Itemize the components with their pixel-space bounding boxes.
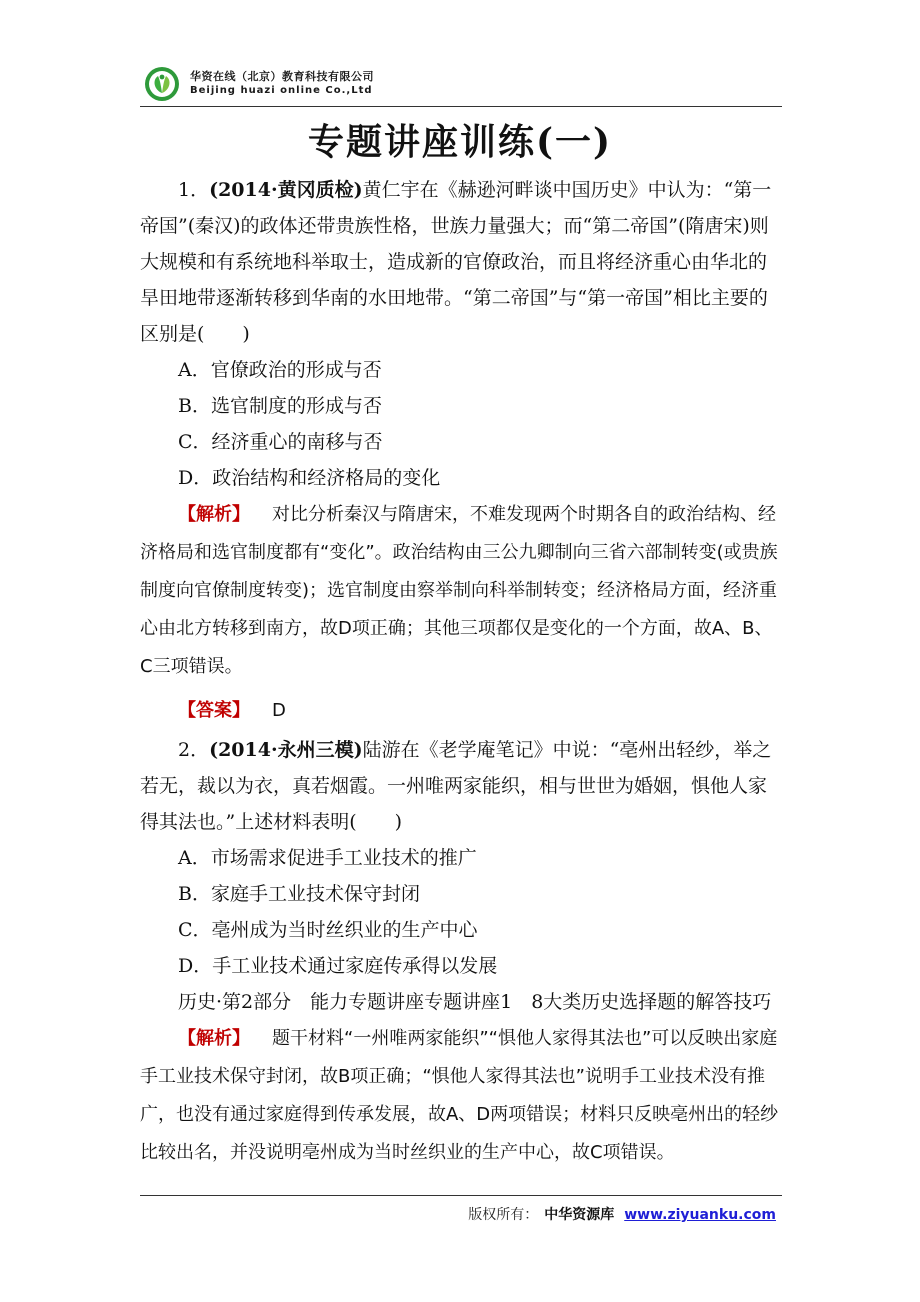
question-1-option-c: C．经济重心的南移与否: [178, 431, 383, 453]
question-1-analysis: [140, 496, 782, 686]
question-2-analysis: [140, 1020, 782, 1172]
copyright-label: 版权所有：: [468, 1207, 539, 1223]
answer-tag: 【答案】: [178, 700, 250, 721]
question-2-option-d: D．手工业技术通过家庭传承得以发展: [178, 955, 498, 977]
document-body: [140, 172, 782, 1172]
question-1-option-a: A．官僚政治的形成与否: [178, 359, 382, 381]
page-footer: [468, 1204, 776, 1224]
section-caption: 历史·第2部分 能力专题讲座专题讲座1 8大类历史选择题的解答技巧: [178, 991, 772, 1013]
question-2-analysis-text: 题干材料“一州唯两家能织”“惧他人家得其法也”可以反映出家庭手工业技术保守封闭，故B项正确；“惧他人家得其法也”说明手工业技术没有推广，也没有通过家庭得到传承发展，故A、D两项错误；材料只反映亳州出的轻纱比较出名，并没说明亳州成为当时丝织业的生产中心，故C项错误。: [140, 1028, 779, 1163]
question-2-stem: [140, 732, 782, 840]
question-2-source: (2014·永州三模): [209, 739, 363, 761]
analysis-tag: 【解析】: [178, 1028, 250, 1049]
question-1-option-b: B．选官制度的形成与否: [178, 395, 382, 417]
footer-divider: [140, 1195, 782, 1196]
question-2-option-a: A．市场需求促进手工业技术的推广: [178, 847, 477, 869]
footer-url-link[interactable]: www.ziyuanku.com: [624, 1207, 776, 1223]
question-2-option-b: B．家庭手工业技术保守封闭: [178, 883, 420, 905]
question-1-analysis-text: 对比分析秦汉与隋唐宋，不难发现两个时期各自的政治结构、经济格局和选官制度都有“变化”。政治结构由三公九卿制向三省六部制转变(或贵族制度向官僚制度转变)；选官制度由察举制向科举制转变；经济格局方面，经济重心由北方转移到南方，故D项正确；其他三项都仅是变化的一个方面，故A、B、C三项错误。: [140, 504, 778, 677]
page-title: 专题讲座训练(一): [307, 121, 613, 163]
analysis-tag: 【解析】: [178, 504, 250, 525]
question-1-answer-value: D: [272, 700, 286, 721]
company-logo-icon: [144, 66, 180, 102]
company-name-en: Beijing huazi online Co.,Ltd: [190, 85, 373, 96]
question-1-option-d: D．政治结构和经济格局的变化: [178, 467, 441, 489]
question-1-answer: [140, 692, 782, 730]
question-2-option-c: C．亳州成为当时丝织业的生产中心: [178, 919, 478, 941]
question-1-text: 黄仁宇在《赫逊河畔谈中国历史》中认为：“第一帝国”(秦汉)的政体还带贵族性格，世族力量强大；而“第二帝国”(隋唐宋)则大规模和有系统地科举取士，造成新的官僚政治，而且将经济重心由华北的旱田地带逐渐转移到华南的水田地带。“第二帝国”与“第一帝国”相比主要的区别是( ): [140, 179, 772, 345]
header-divider: [140, 106, 782, 107]
question-2-text: 陆游在《老学庵笔记》中说：“亳州出轻纱，举之若无，裁以为衣，真若烟霞。一州唯两家能织，相与世世为婚姻，惧他人家得其法也。”上述材料表明( ): [140, 739, 772, 833]
question-1-number: 1．: [178, 179, 210, 201]
page-header: [140, 62, 782, 106]
question-1-stem: [140, 172, 782, 352]
footer-brand: 中华资源库: [544, 1207, 615, 1223]
company-name-cn: 华资在线（北京）教育科技有限公司: [190, 70, 374, 83]
question-1-source: (2014·黄冈质检): [209, 179, 363, 201]
question-2-number: 2．: [178, 739, 210, 761]
